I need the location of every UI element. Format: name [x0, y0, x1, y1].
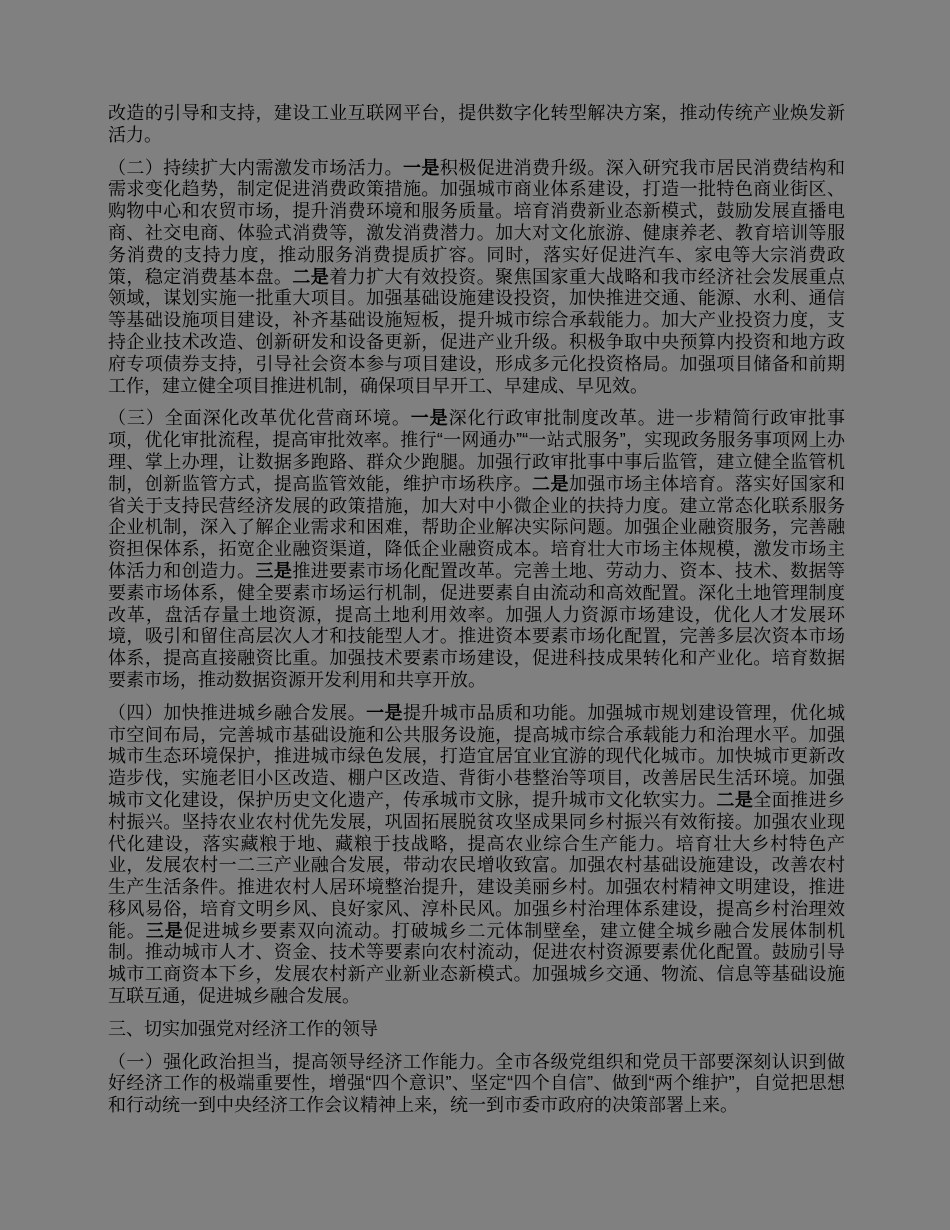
section-heading [108, 1019, 845, 1041]
emphasis-run: 一是 [410, 408, 449, 429]
text-run: 全面推进乡村振兴。坚持农业农村优先发展，巩固拓展脱贫攻坚成果同乡村振兴有效衔接。加强农业现代化建设，落实藏粮于地、藏粮于技战略，提高农业综合生产能力。培育壮大乡村特色产业，发展农村一二三产业融合发展，带动农民增收致富。加强农村基础设施建设，改善农村生产生活条件。推进农村人居环境整治提升，建设美丽乡村。加强农村精神文明建设，推进移风易俗，培育文明乡风、良好家风、淳朴民风。加强乡村治理体系建设，提高乡村治理效能。 [108, 789, 846, 941]
emphasis-run: 三是 [255, 560, 293, 581]
text-run: 改造的引导和支持，建设工业互联网平台，提供数字化转型解决方案，推动传统产业焕发新活力。 [108, 103, 845, 145]
text-run: 深化行政审批制度改革。进一步精简行政审批事项，优化审批流程，提高审批效率。推行“一网通办”“一站式服务”，实现政务服务事项网上办理、掌上办理，让数据多跑路、群众少跑腿。加强行政审批事中事后监管，建立健全监管机制，创新监管方式，提高监管效能，维护市场秩序。 [108, 408, 846, 494]
emphasis-run: 三是 [145, 920, 184, 941]
emphasis-run: 一是 [402, 157, 440, 178]
paragraph [108, 158, 845, 398]
text-run: 着力扩大有效投资。聚焦国家重大战略和我市经济社会发展重点领域，谋划实施一批重大项目。加强基础设施建设投资，加快推进交通、能源、水利、通信等基础设施项目建设，补齐基础设施短板，提升城市综合承载能力。加大产业投资力度，支持企业技术改造、创新研发和设备更新，促进产业升级。积极争取中央预算内投资和地方政府专项债券支持，引导社会资本参与项目建设，形成多元化投资格局。加强项目储备和前期工作，建立健全项目推进机制，确保项目早开工、早建成、早见效。 [108, 266, 846, 396]
emphasis-run: 一是 [366, 702, 403, 723]
text-run: 积极促进消费升级。深入研究我市居民消费结构和需求变化趋势，制定促进消费政策措施。加强城市商业体系建设，打造一批特色商业街区、购物中心和农贸市场，提升消费环境和服务质量。培育消费新业态新模式，鼓励发展直播电商、社交电商、体验式消费等，激发消费潜力。加大对文化旅游、健康养老、教育培训等服务消费的支持力度，推动服务消费提质扩容。同时，落实好促进汽车、家电等大宗消费政策，稳定消费基本盘。 [108, 157, 846, 287]
paragraph [108, 1052, 845, 1117]
document-body [108, 103, 845, 1117]
text-run: （三）全面深化改革优化营商环境。 [108, 408, 411, 429]
text-run: 提升城市品质和功能。加强城市规划建设管理，优化城市空间布局，完善城市基础设施和公共服务设施，提高城市综合承载能力和治理水平。加强城市生态环境保护，推进城市绿色发展，打造宜居宜业宜游的现代化城市。加快城市更新改造步伐，实施老旧小区改造、棚户区改造、背街小巷整治等项目，改善居民生活环境。加强城市文化建设，保护历史文化遗产，传承城市文脉，提升城市文化软实力。 [108, 702, 846, 810]
text-run: （一）强化政治担当，提高领导经济工作能力。全市各级党组织和党员干部要深刻认识到做好经济工作的极端重要性，增强“四个意识”、坚定“四个自信”、做到“两个维护”，自觉把思想和行动统一到中央经济工作会议精神上来，统一到市委市政府的决策部署上来。 [108, 1051, 845, 1116]
text-run: 三、切实加强党对经济工作的领导 [108, 1018, 378, 1039]
text-run: （二）持续扩大内需激发市场活力。 [108, 157, 403, 178]
text-run: 推进要素市场化配置改革。完善土地、劳动力、资本、技术、数据等要素市场体系，健全要素市场运行机制，促进要素自由流动和高效配置。深化土地管理制度改革，盘活存量土地资源，提高土地利用效率。加强人力资源市场建设，优化人才发展环境，吸引和留住高层次人才和技能型人才。推进资本要素市场化配置，完善多层次资本市场体系，提高直接融资比重。加强技术要素市场建设，促进科技成果转化和产业化。培育数据要素市场，推动数据资源开发利用和共享开放。 [108, 560, 846, 690]
paragraph [108, 703, 845, 1008]
paragraph [108, 408, 845, 691]
emphasis-run: 二是 [532, 473, 569, 494]
emphasis-run: 二是 [716, 789, 754, 810]
emphasis-run: 二是 [292, 266, 330, 287]
text-run: 加强市场主体培育。落实好国家和省关于支持民营经济发展的政策措施，加大对中小微企业的扶持力度。建立常态化联系服务企业机制，深入了解企业需求和困难，帮助企业解决实际问题。加强企业融资服务，完善融资担保体系，拓宽企业融资渠道，降低企业融资成本。培育壮大市场主体规模，激发市场主体活力和创造力。 [108, 473, 846, 581]
text-run: 促进城乡要素双向流动。打破城乡二元体制壁垒，建立健全城乡融合发展体制机制。推动城市人才、资金、技术等要素向农村流动，促进农村资源要素优化配置。鼓励引导城市工商资本下乡，发展农村新产业新业态新模式。加强城乡交通、物流、信息等基础设施互联互通，促进城乡融合发展。 [108, 920, 845, 1007]
text-run: （四）加快推进城乡融合发展。 [108, 702, 367, 723]
paragraph [108, 103, 845, 147]
